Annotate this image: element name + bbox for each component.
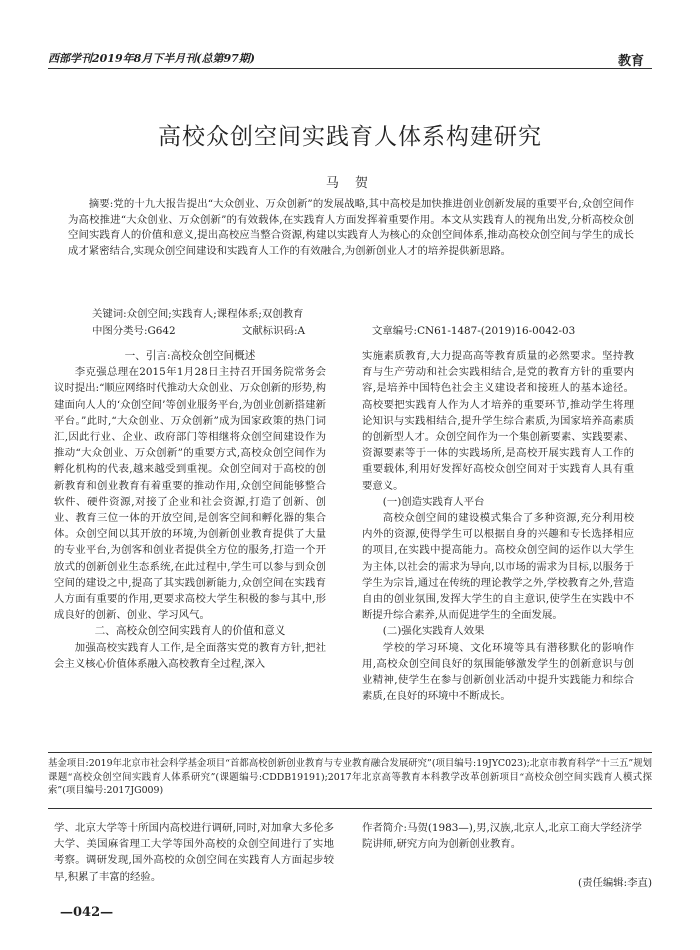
subsection-heading: (一)创造实践育人平台 [382,495,485,508]
paragraph: 李克强总理在2015年1月28日主持召开国务院常务会议时提出:“顺应网络时代推动大众创业、万众创新的形势,构建面向人人的‘众创空间’等创业服务平台,为创业创新搭建新平台。”此时,“大众创业、万众创新”成为国家政策的热门词汇,因此行业、企业、政府部门等相继将众创空间建设作为推动“大众创业、万众创新”的重要方式,高校众创空间作为孵化机构的代表,越来越受到重视。众创空间对于高校的创新教育和创业教育有着重要的推动作用,众创空间能够整合软件、硬件资源,对接了企业和社会资源,打造了创新、创业、教育三位一体的开放空间,是创客空间和孵化器的集合体。众创空间以其开放的环境,为创新创业教育提供了大量的专业平台,为创客和创业者提供全方位的服务,打造一个开放式的创新创业生态系统,在此过程中,学生可以参与到众创空间的建设之中,提高了其实践创新能力,众创空间在实践育人方面有重要的作用,更要求高校大学生积极的参与其中,形成良好的创新、创业、学习风气。 [54,366,326,622]
journal-name: 西部学刊2019年8月下半月刊(总第97期) [48,52,255,65]
body-column-right [362,348,634,704]
footnote-divider [48,808,652,809]
paragraph: 学、北京大学等十所国内高校进行调研,同时,对加拿大多伦多大学、美国麻省理工大学等国外高校的众创空间进行了实地考察。调研发现,国外高校的众创空间在实践育人方面起步较早,积累了丰富的经验。 [54,822,334,883]
section-heading: 一、引言:高校众创空间概述 [124,350,256,362]
funding-note: 基金项目:2019年北京市社会科学基金项目“首都高校创新创业教育与专业教育融合发展研究”(项目编号:19JYC023);北京市教育科学“十三五”规划课题“高校众创空间实践育人体系研究”(课题编号:CDDB19191);2017年北京高等教育本科教学改革创新项目“高校众创空间实践育人模式探索”(项目编号:2017JG009) [48,752,652,798]
document-code: 文献标识码:A [242,325,305,337]
page-number: —042— [60,905,114,920]
paper-title: 高校众创空间实践育人体系构建研究 [158,124,542,150]
clc-number: 中图分类号:G642 [92,325,176,337]
body-column-left [54,348,326,672]
author-name: 马 贺 [325,176,375,191]
continued-text [54,820,334,885]
paragraph: 加强高校实践育人工作,是全面落实党的教育方针,把社会主义核心价值体系融入高校教育全过程,深入 [54,641,326,670]
bio-text: 作者简介:马贺(1983—),男,汉族,北京人,北京工商大学经济学院讲师,研究方向为创新创业教育。 [362,822,642,851]
responsible-editor: (责任编辑:李直) [578,877,652,889]
abstract: 摘要:党的十九大报告提出“大众创业、万众创新”的发展战略,其中高校是加快推进创业创新发展的重要平台,众创空间作为高校推进“大众创业、万众创新”的有效载体,在实践育人方面发挥着重要作用。本文从实践育人的视角出发,分析高校众创空间实践育人的价值和意义,提出高校应当整合资源,构建以实践育人为核心的众创空间体系,推动高校众创空间与学生的成长成才紧密结合,实现众创空间建设和实践育人工作的有效融合,为创新创业人才的培养提供新思路。 [68,198,634,257]
article-number: 文章编号:CN61-1487-(2019)16-0042-03 [372,325,576,337]
paragraph: 学校的学习环境、文化环境等具有潜移默化的影响作用,高校众创空间良好的氛围能够激发学生的创新意识与创业精神,使学生在参与创新创业活动中提升实践能力和综合素质,在良好的环境中不断成长。 [362,641,634,703]
subsection-heading: (二)强化实践育人效果 [382,625,485,638]
paragraph: 实施素质教育,大力提高高等教育质量的必然要求。坚持教育与生产劳动和社会实践相结合,是党的教育方针的重要内容,是培养中国特色社会主义建设者和接班人的基本途径。高校要把实践育人作为人才培养的重要环节,推动学生将理论知识与实践相结合,提升学生综合素质,为国家培养高素质的创新型人才。众创空间作为一个集创新要素、实践要素、资源要素等于一体的实践场所,是高校开展实践育人工作的重要载体,利用好发挥好高校众创空间对于实践育人具有重要意义。 [362,350,634,492]
paragraph: 高校众创空间的建设模式集合了多种资源,充分利用校内外的资源,使得学生可以根据自身的兴趣和专长选择相应的项目,在实践中提高能力。高校众创空间的运作以大学生为主体,以社会的需求为导向,以市场的需求为目标,以服务于学生为宗旨,通过在传统的理论教学之外,学校教育之外,营造自由的创业氛围,发挥大学生的自主意识,使学生在实践中不断提升综合素养,从而促进学生的全面发展。 [362,512,634,622]
keywords: 关键词:众创空间;实践育人;课程体系;双创教育 [92,308,304,320]
author-bio [362,820,648,852]
running-header [48,42,652,69]
section-heading: 二、高校众创空间实践育人的价值和意义 [94,625,286,638]
section-label: 教育 [617,54,644,69]
